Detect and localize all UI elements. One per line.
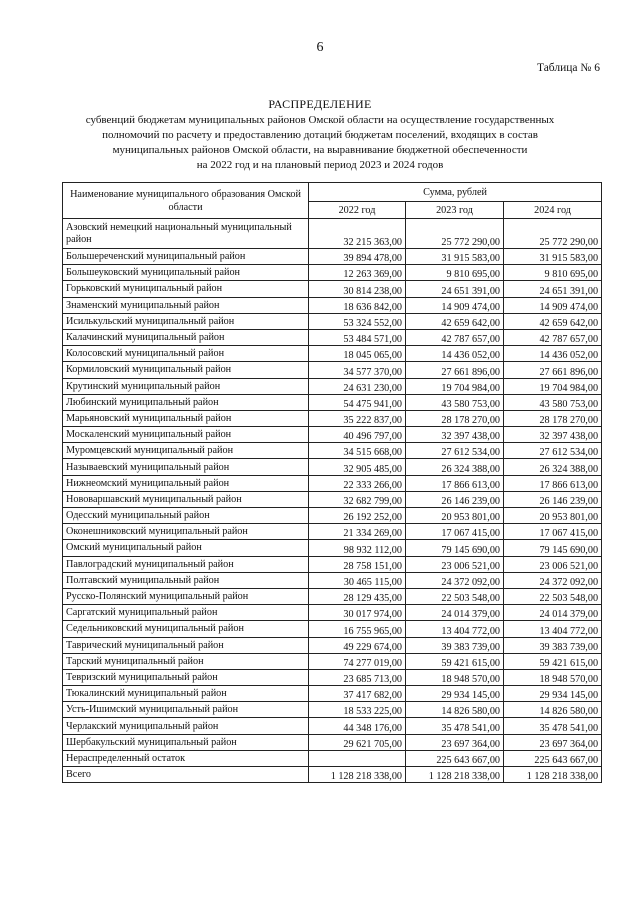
sum-column-header: Сумма, рублей — [309, 183, 602, 202]
amount-2023-cell: 24 014 379,00 — [406, 605, 504, 621]
amount-2024-cell: 59 421 615,00 — [504, 653, 602, 669]
amount-2022-cell: 39 894 478,00 — [309, 249, 406, 265]
municipality-column-header: Наименование муниципального образования Омской области — [63, 183, 309, 219]
amount-2022-cell: 28 129 435,00 — [309, 588, 406, 604]
amount-2024-cell: 39 383 739,00 — [504, 637, 602, 653]
municipality-name-cell: Калачинский муниципальный район — [63, 329, 309, 345]
amount-2023-cell: 14 826 580,00 — [406, 702, 504, 718]
amount-2022-cell: 32 905 485,00 — [309, 459, 406, 475]
municipality-name-cell: Усть-Ишимский муниципальный район — [63, 702, 309, 718]
title-line: на 2022 год и на плановый период 2023 и 2024 годов — [196, 159, 444, 171]
municipality-name-cell: Павлоградский муниципальный район — [63, 556, 309, 572]
municipality-name-cell: Горьковский муниципальный район — [63, 281, 309, 297]
table-row — [63, 378, 602, 394]
amount-2022-cell: 30 814 238,00 — [309, 281, 406, 297]
amount-2023-cell: 27 612 534,00 — [406, 443, 504, 459]
table-row — [63, 427, 602, 443]
amount-2024-cell: 14 436 052,00 — [504, 346, 602, 362]
amount-2024-cell: 27 661 896,00 — [504, 362, 602, 378]
table-label: Таблица № 6 — [536, 62, 600, 74]
amount-2024-cell: 31 915 583,00 — [504, 249, 602, 265]
amount-2023-cell: 39 383 739,00 — [406, 637, 504, 653]
table-row — [63, 702, 602, 718]
table-row — [63, 297, 602, 313]
municipality-name-cell: Знаменский муниципальный район — [63, 297, 309, 313]
amount-2022-cell: 74 277 019,00 — [309, 653, 406, 669]
amount-2022-cell: 32 215 363,00 — [309, 219, 406, 249]
table-row — [63, 605, 602, 621]
amount-2022-cell: 29 621 705,00 — [309, 734, 406, 750]
amount-2022-cell: 44 348 176,00 — [309, 718, 406, 734]
table-row — [63, 621, 602, 637]
amount-2023-cell: 225 643 667,00 — [406, 750, 504, 766]
amount-2024-cell: 23 697 364,00 — [504, 734, 602, 750]
amount-2024-cell: 42 787 657,00 — [504, 329, 602, 345]
year-header-2023: 2023 год — [406, 202, 504, 219]
table-row — [63, 767, 602, 783]
table-row — [63, 718, 602, 734]
table-row — [63, 508, 602, 524]
table-row — [63, 459, 602, 475]
amount-2024-cell: 225 643 667,00 — [504, 750, 602, 766]
amount-2024-cell: 79 145 690,00 — [504, 540, 602, 556]
table-row — [63, 653, 602, 669]
amount-2022-cell: 18 533 225,00 — [309, 702, 406, 718]
municipality-name-cell: Называевский муниципальный район — [63, 459, 309, 475]
municipality-name-cell: Марьяновский муниципальный район — [63, 410, 309, 426]
municipality-name-cell: Кормиловский муниципальный район — [63, 362, 309, 378]
amount-2023-cell: 27 661 896,00 — [406, 362, 504, 378]
amount-2022-cell: 1 128 218 338,00 — [309, 767, 406, 783]
municipality-name-cell: Седельниковский муниципальный район — [63, 621, 309, 637]
table-row — [63, 249, 602, 265]
amount-2023-cell: 24 651 391,00 — [406, 281, 504, 297]
amount-2024-cell: 26 146 239,00 — [504, 491, 602, 507]
amount-2024-cell: 42 659 642,00 — [504, 313, 602, 329]
title-line: субвенций бюджетам муниципальных районов Омской области на осуществление государственных — [85, 114, 555, 126]
year-header-2022: 2022 год — [309, 202, 406, 219]
table-row — [63, 410, 602, 426]
table-row — [63, 556, 602, 572]
amount-2024-cell: 14 826 580,00 — [504, 702, 602, 718]
municipality-name-cell: Шербакульский муниципальный район — [63, 734, 309, 750]
municipality-name-cell: Исилькульский муниципальный район — [63, 313, 309, 329]
amount-2024-cell: 25 772 290,00 — [504, 219, 602, 249]
table-row — [63, 346, 602, 362]
municipality-name-cell: Тарский муниципальный район — [63, 653, 309, 669]
amount-2023-cell: 79 145 690,00 — [406, 540, 504, 556]
amount-2022-cell: 16 755 965,00 — [309, 621, 406, 637]
municipality-name-cell: Крутинский муниципальный район — [63, 378, 309, 394]
amount-2022-cell: 18 045 065,00 — [309, 346, 406, 362]
amount-2023-cell: 42 659 642,00 — [406, 313, 504, 329]
amount-2023-cell: 20 953 801,00 — [406, 508, 504, 524]
amount-2023-cell: 17 067 415,00 — [406, 524, 504, 540]
year-header-2024: 2024 год — [504, 202, 602, 219]
amount-2023-cell: 9 810 695,00 — [406, 265, 504, 281]
amount-2023-cell: 23 006 521,00 — [406, 556, 504, 572]
amount-2024-cell: 29 934 145,00 — [504, 686, 602, 702]
amount-2023-cell: 25 772 290,00 — [406, 219, 504, 249]
amount-2024-cell: 24 014 379,00 — [504, 605, 602, 621]
municipality-name-cell: Азовский немецкий национальный муниципальный район — [63, 219, 309, 249]
municipality-name-cell: Нововаршавский муниципальный район — [63, 491, 309, 507]
amount-2023-cell: 26 146 239,00 — [406, 491, 504, 507]
distribution-table — [62, 182, 602, 783]
amount-2023-cell: 19 704 984,00 — [406, 378, 504, 394]
municipality-name-cell: Оконешниковский муниципальный район — [63, 524, 309, 540]
amount-2022-cell — [309, 750, 406, 766]
amount-2024-cell: 43 580 753,00 — [504, 394, 602, 410]
amount-2023-cell: 31 915 583,00 — [406, 249, 504, 265]
municipality-name-cell: Большеуковский муниципальный район — [63, 265, 309, 281]
amount-2022-cell: 30 017 974,00 — [309, 605, 406, 621]
amount-2023-cell: 13 404 772,00 — [406, 621, 504, 637]
table-row — [63, 394, 602, 410]
table-row — [63, 637, 602, 653]
table-row — [63, 524, 602, 540]
amount-2022-cell: 49 229 674,00 — [309, 637, 406, 653]
municipality-name-cell: Муромцевский муниципальный район — [63, 443, 309, 459]
municipality-name-cell: Одесский муниципальный район — [63, 508, 309, 524]
municipality-name-cell: Полтавский муниципальный район — [63, 572, 309, 588]
table-row — [63, 265, 602, 281]
table-row — [63, 313, 602, 329]
amount-2024-cell: 23 006 521,00 — [504, 556, 602, 572]
municipality-name-cell: Омский муниципальный район — [63, 540, 309, 556]
amount-2022-cell: 40 496 797,00 — [309, 427, 406, 443]
amount-2023-cell: 24 372 092,00 — [406, 572, 504, 588]
amount-2022-cell: 32 682 799,00 — [309, 491, 406, 507]
amount-2022-cell: 35 222 837,00 — [309, 410, 406, 426]
table-row — [63, 443, 602, 459]
amount-2022-cell: 12 263 369,00 — [309, 265, 406, 281]
title-heading: РАСПРЕДЕЛЕНИЕ — [268, 97, 372, 111]
amount-2024-cell: 1 128 218 338,00 — [504, 767, 602, 783]
table-row — [63, 669, 602, 685]
amount-2022-cell: 23 685 713,00 — [309, 669, 406, 685]
amount-2023-cell: 29 934 145,00 — [406, 686, 504, 702]
table-row — [63, 475, 602, 491]
document-title — [60, 97, 580, 173]
amount-2024-cell: 24 651 391,00 — [504, 281, 602, 297]
table-row — [63, 540, 602, 556]
amount-2023-cell: 59 421 615,00 — [406, 653, 504, 669]
amount-2024-cell: 19 704 984,00 — [504, 378, 602, 394]
amount-2023-cell: 26 324 388,00 — [406, 459, 504, 475]
amount-2022-cell: 21 334 269,00 — [309, 524, 406, 540]
amount-2023-cell: 23 697 364,00 — [406, 734, 504, 750]
amount-2022-cell: 53 484 571,00 — [309, 329, 406, 345]
title-line: полномочий по расчету и предоставлению дотаций бюджетам поселений, входящих в состав — [102, 129, 538, 141]
table-row — [63, 491, 602, 507]
municipality-name-cell: Любинский муниципальный район — [63, 394, 309, 410]
amount-2024-cell: 13 404 772,00 — [504, 621, 602, 637]
municipality-name-cell: Колосовский муниципальный район — [63, 346, 309, 362]
amount-2023-cell: 14 436 052,00 — [406, 346, 504, 362]
amount-2024-cell: 32 397 438,00 — [504, 427, 602, 443]
amount-2024-cell: 20 953 801,00 — [504, 508, 602, 524]
amount-2022-cell: 22 333 266,00 — [309, 475, 406, 491]
municipality-name-cell: Черлакский муниципальный район — [63, 718, 309, 734]
amount-2023-cell: 1 128 218 338,00 — [406, 767, 504, 783]
municipality-name-cell: Большереченский муниципальный район — [63, 249, 309, 265]
municipality-name-cell: Всего — [63, 767, 309, 783]
amount-2024-cell: 24 372 092,00 — [504, 572, 602, 588]
amount-2022-cell: 30 465 115,00 — [309, 572, 406, 588]
amount-2024-cell: 17 866 613,00 — [504, 475, 602, 491]
table-row — [63, 686, 602, 702]
municipality-name-cell: Таврический муниципальный район — [63, 637, 309, 653]
amount-2022-cell: 24 631 230,00 — [309, 378, 406, 394]
amount-2022-cell: 98 932 112,00 — [309, 540, 406, 556]
amount-2024-cell: 9 810 695,00 — [504, 265, 602, 281]
amount-2023-cell: 14 909 474,00 — [406, 297, 504, 313]
amount-2024-cell: 14 909 474,00 — [504, 297, 602, 313]
amount-2023-cell: 32 397 438,00 — [406, 427, 504, 443]
amount-2024-cell: 28 178 270,00 — [504, 410, 602, 426]
table-row — [63, 588, 602, 604]
amount-2023-cell: 17 866 613,00 — [406, 475, 504, 491]
amount-2023-cell: 18 948 570,00 — [406, 669, 504, 685]
amount-2024-cell: 27 612 534,00 — [504, 443, 602, 459]
amount-2024-cell: 26 324 388,00 — [504, 459, 602, 475]
amount-2022-cell: 53 324 552,00 — [309, 313, 406, 329]
amount-2022-cell: 37 417 682,00 — [309, 686, 406, 702]
amount-2022-cell: 28 758 151,00 — [309, 556, 406, 572]
table-row — [63, 750, 602, 766]
amount-2023-cell: 22 503 548,00 — [406, 588, 504, 604]
table-body — [63, 219, 602, 783]
amount-2022-cell: 34 515 668,00 — [309, 443, 406, 459]
amount-2022-cell: 26 192 252,00 — [309, 508, 406, 524]
table-row — [63, 329, 602, 345]
table-row — [63, 281, 602, 297]
page-number: 6 — [316, 40, 324, 55]
municipality-name-cell: Тюкалинский муниципальный район — [63, 686, 309, 702]
amount-2024-cell: 17 067 415,00 — [504, 524, 602, 540]
amount-2022-cell: 54 475 941,00 — [309, 394, 406, 410]
municipality-name-cell: Нераспределенный остаток — [63, 750, 309, 766]
municipality-name-cell: Тевризский муниципальный район — [63, 669, 309, 685]
municipality-name-cell: Нижнеомский муниципальный район — [63, 475, 309, 491]
amount-2024-cell: 35 478 541,00 — [504, 718, 602, 734]
table-row — [63, 219, 602, 249]
amount-2023-cell: 43 580 753,00 — [406, 394, 504, 410]
municipality-name-cell: Москаленский муниципальный район — [63, 427, 309, 443]
municipality-name-cell: Саргатский муниципальный район — [63, 605, 309, 621]
table-row — [63, 734, 602, 750]
amount-2022-cell: 18 636 842,00 — [309, 297, 406, 313]
amount-2023-cell: 42 787 657,00 — [406, 329, 504, 345]
amount-2024-cell: 18 948 570,00 — [504, 669, 602, 685]
table-row — [63, 572, 602, 588]
title-line: муниципальных районов Омской области, на выравнивание бюджетной обеспеченности — [112, 144, 528, 156]
table-row — [63, 362, 602, 378]
amount-2023-cell: 28 178 270,00 — [406, 410, 504, 426]
amount-2024-cell: 22 503 548,00 — [504, 588, 602, 604]
amount-2023-cell: 35 478 541,00 — [406, 718, 504, 734]
municipality-name-cell: Русско-Полянский муниципальный район — [63, 588, 309, 604]
amount-2022-cell: 34 577 370,00 — [309, 362, 406, 378]
